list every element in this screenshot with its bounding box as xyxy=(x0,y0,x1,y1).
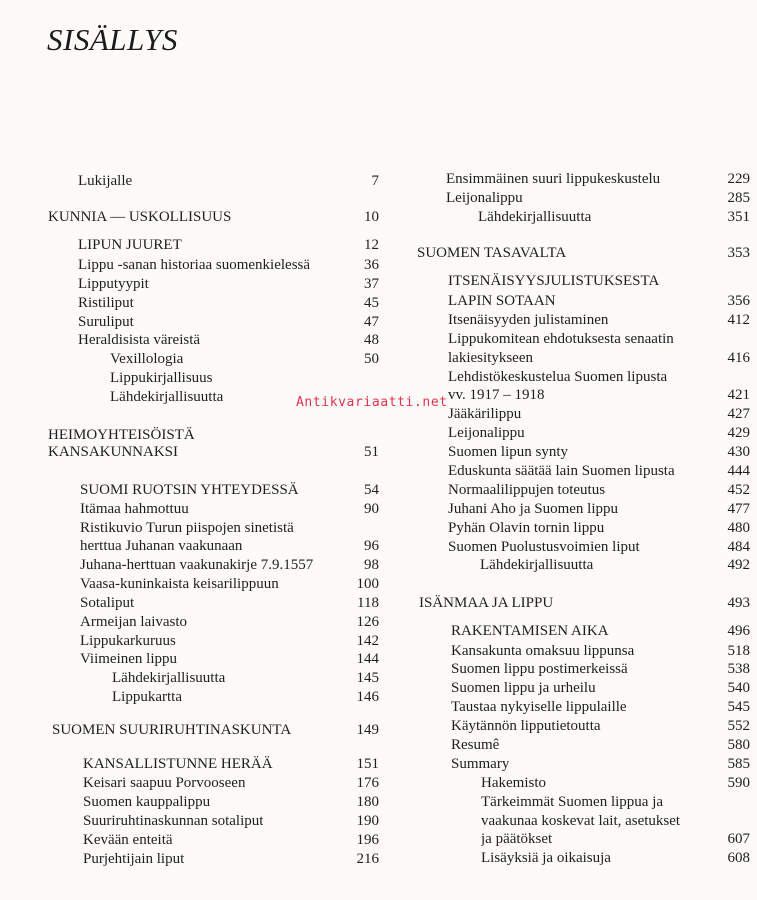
toc-entry xyxy=(417,679,750,697)
toc-entry-page: 146 xyxy=(356,689,379,705)
toc-entry-title: Lippukartta xyxy=(112,689,182,705)
toc-entry-page: 47 xyxy=(364,314,379,330)
toc-entry-page: 180 xyxy=(356,794,379,810)
toc-entry-title: Ristiliput xyxy=(78,295,134,311)
toc-entry-title: ja päätökset xyxy=(481,831,553,847)
toc-entry-title: Lisäyksiä ja oikaisuja xyxy=(481,850,611,866)
toc-entry-title: SUOMEN TASAVALTA xyxy=(417,245,567,261)
toc-entry xyxy=(46,721,379,739)
toc-entry-page: 144 xyxy=(356,651,379,667)
toc-entry-page: 12 xyxy=(364,237,379,253)
toc-entry xyxy=(417,793,750,811)
toc-entry xyxy=(417,170,750,188)
toc-entry xyxy=(46,426,379,444)
toc-entry-title: Sotaliput xyxy=(80,595,135,611)
toc-entry xyxy=(46,793,379,811)
toc-entry xyxy=(46,294,379,312)
toc-entry-title: LIPUN JUURET xyxy=(78,237,182,253)
toc-entry-page: 90 xyxy=(364,501,379,517)
toc-entry-page: 50 xyxy=(364,351,379,367)
toc-entry-page: 496 xyxy=(727,623,750,639)
toc-entry xyxy=(46,519,379,537)
toc-entry-title: Ensimmäinen suuri lippukeskustelu xyxy=(446,171,661,187)
toc-entry-page: 484 xyxy=(727,539,750,555)
toc-entry-page: 54 xyxy=(364,482,379,498)
watermark: Antikvariaatti.net xyxy=(296,395,448,410)
toc-entry-page: 145 xyxy=(356,670,379,686)
toc-entry-title: Lähdekirjallisuutta xyxy=(112,670,226,686)
toc-entry xyxy=(417,405,750,423)
toc-entry-page: 216 xyxy=(356,851,379,867)
toc-entry-title: Normaalilippujen toteutus xyxy=(448,482,606,498)
toc-entry-page: 7 xyxy=(371,173,379,189)
toc-entry-page: 100 xyxy=(356,576,379,592)
toc-entry xyxy=(417,774,750,792)
toc-entry xyxy=(46,236,379,254)
toc-entry xyxy=(417,556,750,574)
toc-entry-page: 151 xyxy=(356,756,379,772)
toc-entry-title: KANSALLISTUNNE HERÄÄ xyxy=(83,756,273,772)
toc-entry-page: 538 xyxy=(727,661,750,677)
toc-entry xyxy=(417,349,750,367)
toc-entry xyxy=(417,368,750,386)
toc-entry xyxy=(46,500,379,518)
toc-entry-page: 37 xyxy=(364,276,379,292)
toc-entry xyxy=(417,244,750,262)
toc-entry-page: 493 xyxy=(727,595,750,611)
toc-entry-title: Juhana-herttuan vaakunakirje 7.9.1557 xyxy=(80,557,314,573)
toc-entry-title: Juhani Aho ja Suomen lippu xyxy=(448,501,618,517)
toc-entry-title: Lähdekirjallisuutta xyxy=(480,557,594,573)
toc-entry xyxy=(46,369,379,387)
toc-entry-title: Taustaa nykyiselle lippulaille xyxy=(451,699,627,715)
toc-entry-title: RAKENTAMISEN AIKA xyxy=(451,623,609,639)
toc-entry-title: Leijonalippu xyxy=(448,425,525,441)
toc-entry-page: 585 xyxy=(727,756,750,772)
toc-entry-page: 492 xyxy=(727,557,750,573)
toc-entry xyxy=(46,613,379,631)
toc-entry-page: 36 xyxy=(364,257,379,273)
toc-entry xyxy=(46,256,379,274)
toc-entry-page: 477 xyxy=(727,501,750,517)
toc-entry-page: 421 xyxy=(727,387,750,403)
toc-entry xyxy=(417,642,750,660)
toc-entry xyxy=(46,350,379,368)
toc-entry-title: Käytännön lipputietoutta xyxy=(451,718,601,734)
toc-entry xyxy=(46,632,379,650)
toc-entry-title: ITSENÄISYYSJULISTUKSESTA xyxy=(448,273,660,289)
toc-entry xyxy=(46,331,379,349)
toc-entry xyxy=(46,313,379,331)
page-title: SISÄLLYS xyxy=(47,22,178,57)
toc-entry-page: 190 xyxy=(356,813,379,829)
toc-entry-title: KUNNIA — USKOLLISUUS xyxy=(48,209,232,225)
toc-entry-title: Itsenäisyyden julistaminen xyxy=(448,312,609,328)
toc-entry-page: 430 xyxy=(727,444,750,460)
toc-entry-page: 545 xyxy=(727,699,750,715)
toc-entry xyxy=(46,575,379,593)
toc-entry-title: Vexillologia xyxy=(110,351,184,367)
toc-entry-title: Armeijan laivasto xyxy=(80,614,188,630)
toc-entry-page: 229 xyxy=(727,171,750,187)
toc-entry-title: Lippu -sanan historiaa suomenkielessä xyxy=(78,257,311,273)
toc-entry-title: SUOMEN SUURIRUHTINASKUNTA xyxy=(52,722,292,738)
toc-entry xyxy=(46,831,379,849)
toc-entry-page: 176 xyxy=(356,775,379,791)
toc-entry-page: 518 xyxy=(727,643,750,659)
toc-entry-page: 427 xyxy=(727,406,750,422)
toc-entry-title: KANSAKUNNAKSI xyxy=(48,444,179,460)
toc-entry-title: Eduskunta säätää lain Suomen lipusta xyxy=(448,463,675,479)
toc-entry-page: 98 xyxy=(364,557,379,573)
toc-entry-title: herttua Juhanan vaakunaan xyxy=(80,538,243,554)
toc-entry xyxy=(417,622,750,640)
toc-entry-title: Jääkärilippu xyxy=(448,406,522,422)
toc-entry-title: Heraldisista väreistä xyxy=(78,332,201,348)
toc-entry xyxy=(46,443,379,461)
toc-entry xyxy=(417,330,750,348)
toc-entry xyxy=(417,272,750,290)
toc-entry-page: 356 xyxy=(727,293,750,309)
toc-entry-page: 412 xyxy=(727,312,750,328)
toc-entry xyxy=(46,755,379,773)
toc-entry xyxy=(417,292,750,310)
toc-entry-page: 351 xyxy=(727,209,750,225)
toc-entry xyxy=(417,660,750,678)
toc-entry-title: Lippukirjallisuus xyxy=(110,370,213,386)
toc-entry-title: Lippukomitean ehdotuksesta senaatin xyxy=(448,331,674,347)
toc-entry-title: ISÄNMAA JA LIPPU xyxy=(419,595,554,611)
toc-entry xyxy=(417,717,750,735)
toc-entry xyxy=(417,386,750,404)
toc-entry xyxy=(46,650,379,668)
toc-entry-title: Lippukarkuruus xyxy=(80,633,176,649)
toc-entry-title: Purjehtijain liput xyxy=(83,851,185,867)
toc-entry xyxy=(46,556,379,574)
toc-entry-title: Keisari saapuu Porvooseen xyxy=(83,775,246,791)
toc-entry xyxy=(417,698,750,716)
toc-entry-title: Ristikuvio Turun piispojen sinetistä xyxy=(80,520,294,536)
toc-entry-title: vaakunaa koskevat lait, asetukset xyxy=(481,813,681,829)
toc-entry xyxy=(417,736,750,754)
toc-entry xyxy=(417,594,750,612)
toc-entry-page: 353 xyxy=(727,245,750,261)
toc-entry-page: 196 xyxy=(356,832,379,848)
toc-entry-title: Lukijalle xyxy=(78,173,133,189)
toc-entry-page: 444 xyxy=(727,463,750,479)
toc-entry-title: Kansakunta omaksuu lippunsa xyxy=(451,643,635,659)
toc-entry xyxy=(417,849,750,867)
toc-entry-page: 126 xyxy=(356,614,379,630)
toc-entry-page: 285 xyxy=(727,190,750,206)
toc-entry xyxy=(46,172,379,190)
toc-entry-page: 590 xyxy=(727,775,750,791)
toc-entry xyxy=(46,537,379,555)
toc-entry-page: 45 xyxy=(364,295,379,311)
toc-entry-title: Suomen kauppalippu xyxy=(83,794,211,810)
toc-entry xyxy=(46,594,379,612)
toc-entry-title: Tärkeimmät Suomen lippua ja xyxy=(481,794,664,810)
toc-entry xyxy=(46,208,379,226)
toc-entry-title: Suomen lipun synty xyxy=(448,444,569,460)
toc-entry-title: Itämaa hahmottuu xyxy=(80,501,189,517)
toc-entry xyxy=(46,774,379,792)
toc-entry-title: Suomen lippu ja urheilu xyxy=(451,680,596,696)
toc-entry-title: Pyhän Olavin tornin lippu xyxy=(448,520,605,536)
toc-entry-title: Suomen Puolustusvoimien liput xyxy=(448,539,640,555)
toc-entry-page: 429 xyxy=(727,425,750,441)
toc-entry-title: Suomen lippu postimerkeissä xyxy=(451,661,628,677)
toc-entry-title: Vaasa-kuninkaista keisarilippuun xyxy=(80,576,279,592)
toc-entry-page: 149 xyxy=(356,722,379,738)
toc-entry xyxy=(417,462,750,480)
toc-entry-title: Hakemisto xyxy=(481,775,546,791)
toc-entry xyxy=(417,443,750,461)
toc-entry-title: SUOMI RUOTSIN YHTEYDESSÄ xyxy=(80,482,299,498)
toc-entry xyxy=(417,481,750,499)
toc-entry-title: Lähdekirjallisuutta xyxy=(478,209,592,225)
toc-entry-page: 416 xyxy=(727,350,750,366)
toc-entry-title: lakiesitykseen xyxy=(448,350,533,366)
toc-entry-title: LAPIN SOTAAN xyxy=(448,293,556,309)
toc-entry xyxy=(417,500,750,518)
toc-entry-page: 607 xyxy=(727,831,750,847)
toc-entry-page: 48 xyxy=(364,332,379,348)
toc-entry xyxy=(417,424,750,442)
toc-entry xyxy=(46,275,379,293)
toc-entry-page: 10 xyxy=(364,209,379,225)
toc-entry xyxy=(46,850,379,868)
toc-entry xyxy=(417,830,750,848)
toc-entry-title: Lipputyypit xyxy=(78,276,149,292)
toc-entry xyxy=(417,208,750,226)
toc-entry-title: Suruliput xyxy=(78,314,134,330)
toc-entry-title: vv. 1917 – 1918 xyxy=(448,387,545,403)
toc-entry xyxy=(46,688,379,706)
toc-entry-page: 540 xyxy=(727,680,750,696)
toc-entry-title: Lehdistökeskustelua Suomen lipusta xyxy=(448,369,668,385)
toc-entry-page: 118 xyxy=(357,595,379,611)
toc-entry-title: Suuriruhtinaskunnan sotaliput xyxy=(83,813,264,829)
toc-entry-title: Lähdekirjallisuutta xyxy=(110,389,224,405)
toc-entry-title: Summary xyxy=(451,756,510,772)
toc-entry-page: 608 xyxy=(727,850,750,866)
toc-entry-page: 142 xyxy=(356,633,379,649)
toc-entry xyxy=(417,519,750,537)
toc-entry-title: HEIMOYHTEISÖISTÄ xyxy=(48,427,195,443)
toc-entry-page: 96 xyxy=(364,538,379,554)
toc-entry xyxy=(46,669,379,687)
toc-entry xyxy=(417,755,750,773)
toc-entry xyxy=(417,189,750,207)
toc-entry xyxy=(46,812,379,830)
toc-entry-page: 51 xyxy=(364,444,379,460)
toc-entry-title: Kevään enteitä xyxy=(83,832,173,848)
toc-entry-page: 552 xyxy=(727,718,750,734)
toc-entry-title: Viimeinen lippu xyxy=(80,651,178,667)
toc-entry-page: 480 xyxy=(727,520,750,536)
toc-entry xyxy=(417,538,750,556)
toc-entry-title: Leijonalippu xyxy=(446,190,523,206)
toc-entry-page: 580 xyxy=(727,737,750,753)
toc-entry-title: Resumê xyxy=(451,737,500,753)
toc-entry xyxy=(417,311,750,329)
toc-entry xyxy=(46,481,379,499)
toc-entry xyxy=(417,812,750,830)
toc-entry-page: 452 xyxy=(727,482,750,498)
